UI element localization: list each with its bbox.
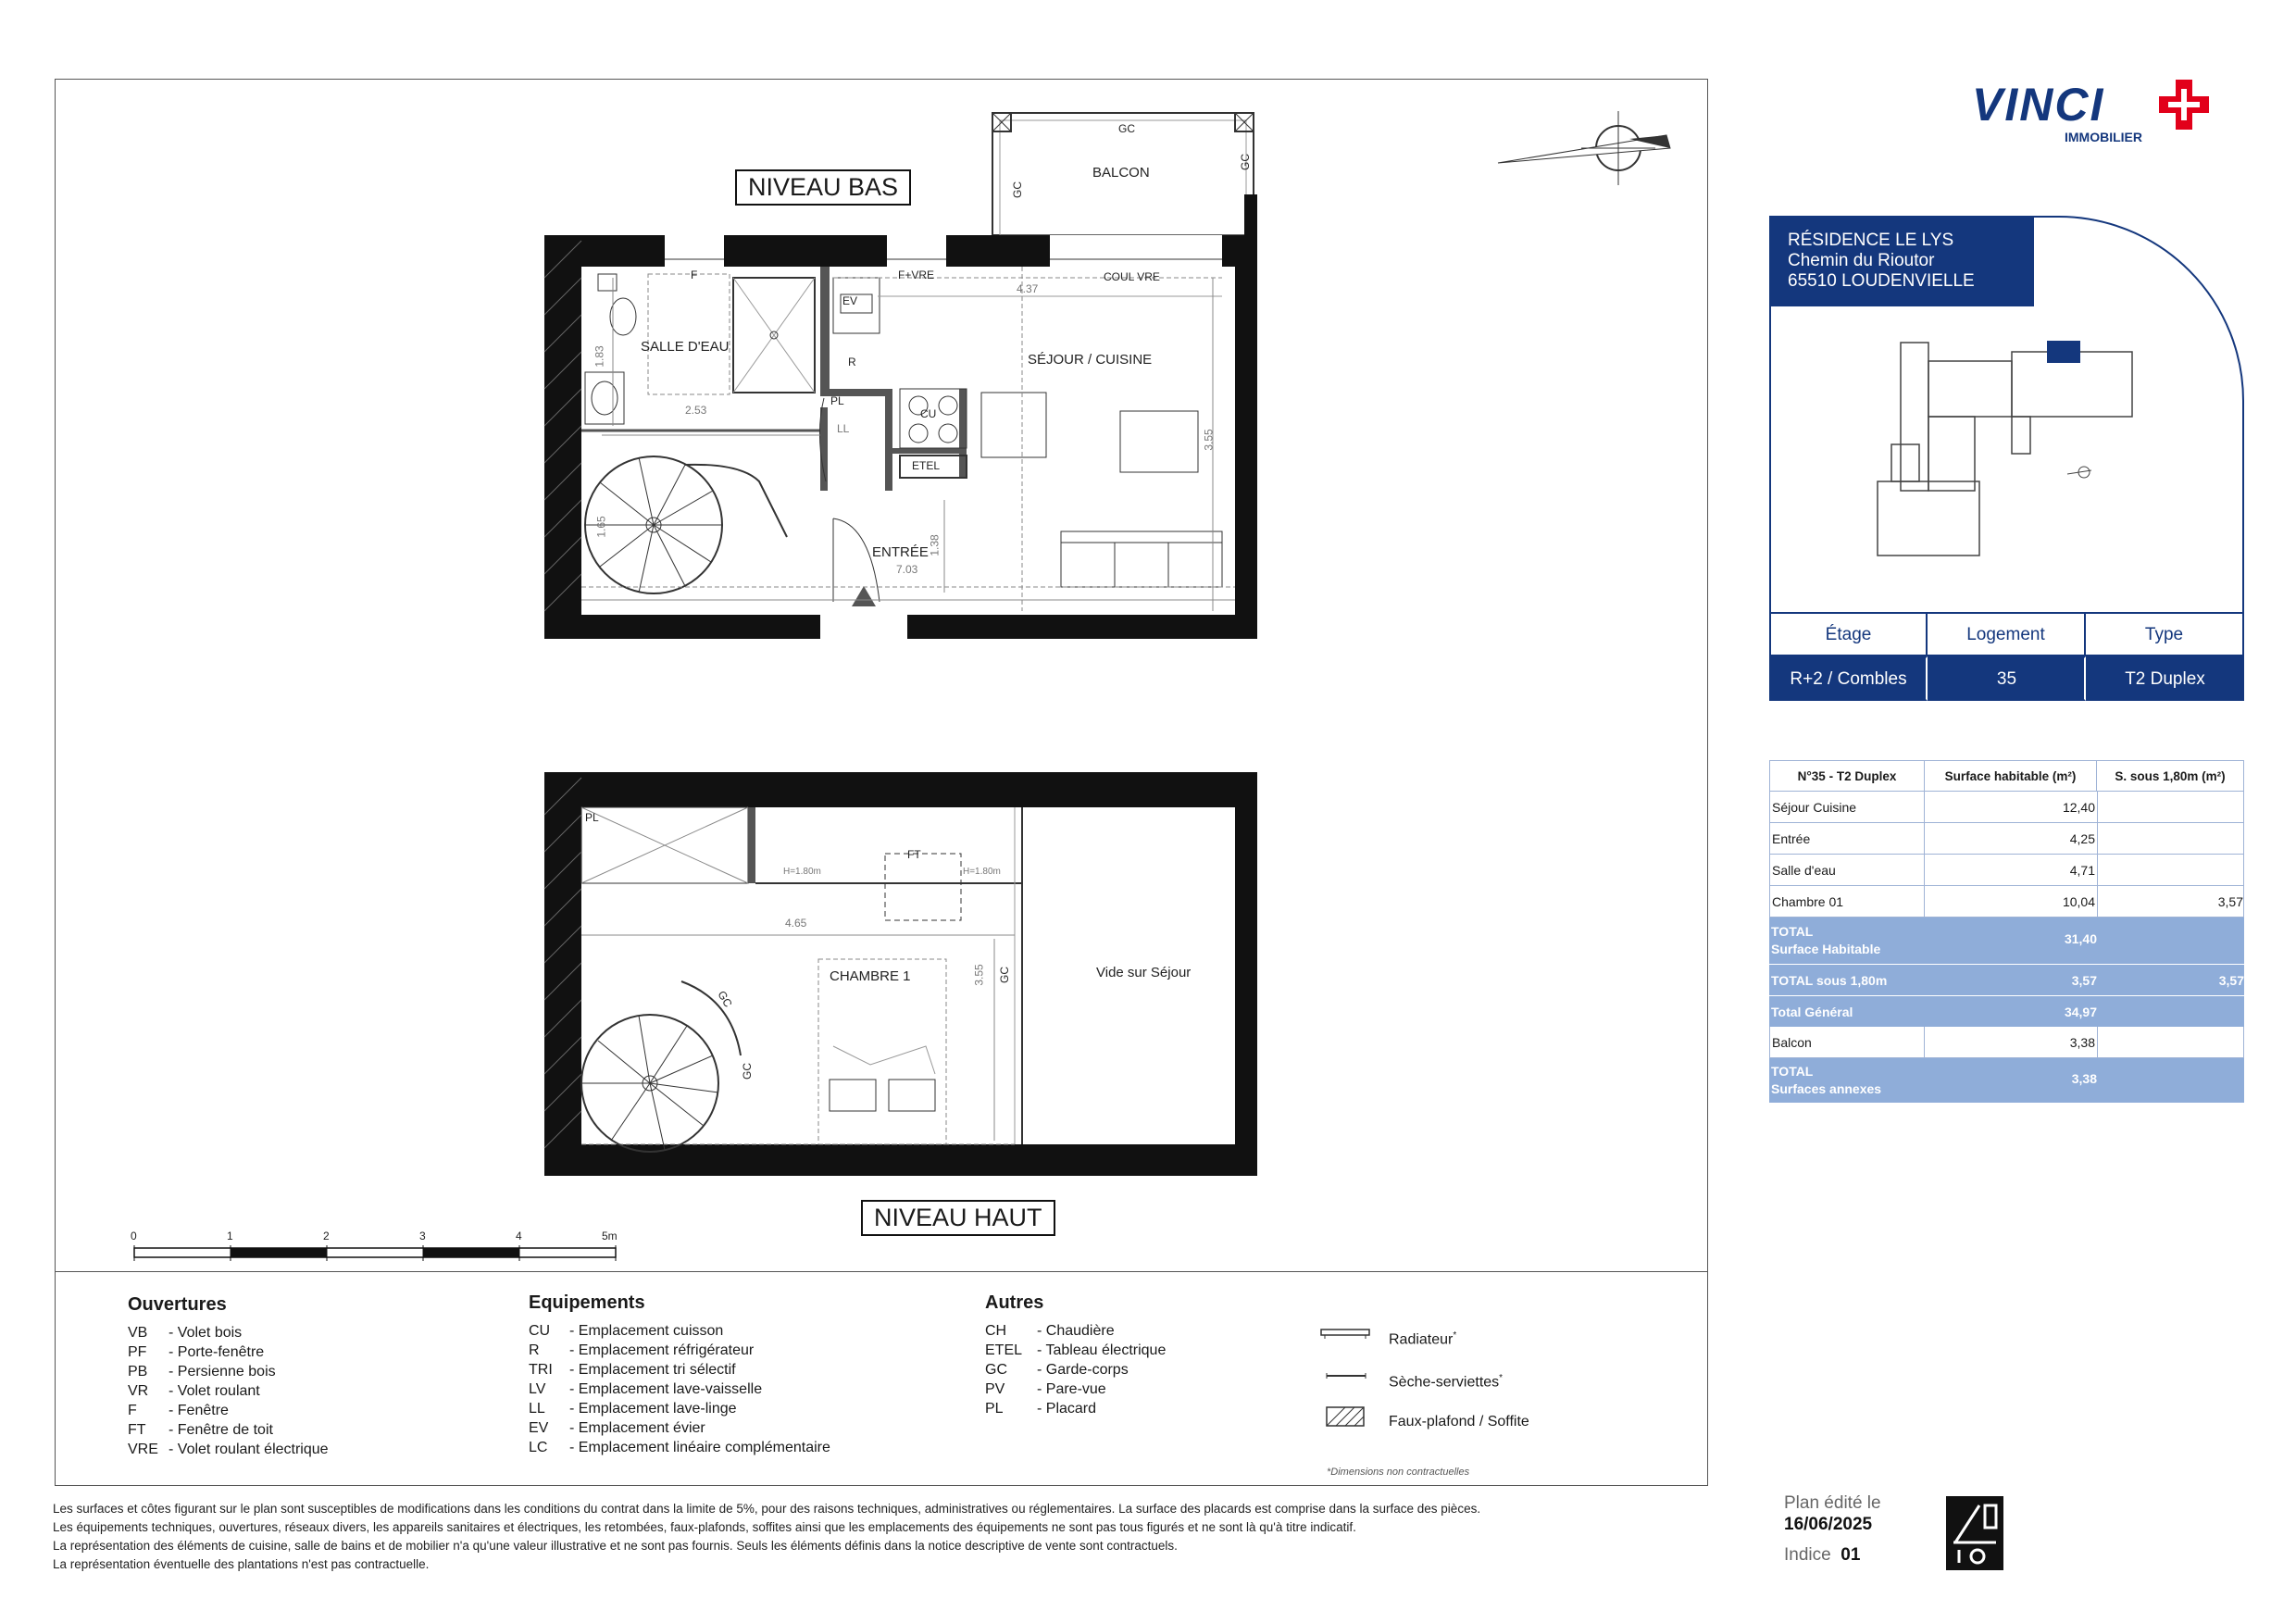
window-label: COUL VRE [1104,270,1160,283]
legend-item: R - Emplacement réfrigérateur [529,1342,755,1358]
indice-label: Indice [1784,1545,1831,1565]
window-label: F+VRE [898,268,935,281]
surfaces-row-label: Salle d'eau [1769,855,1925,886]
dimension-label: 3.55 [972,964,986,986]
room-label-vide: Vide sur Séjour [1096,965,1192,980]
room-label-balcon: BALCON [1092,165,1150,181]
surfaces-row-label: Séjour Cuisine [1769,792,1925,823]
scale-tick-0: 0 [131,1230,137,1242]
disclaimer-line: Les équipements techniques, ouvertures, réseaux divers, les appareils sanitaires et électriques, les retombées, faux-plafonds, soffites ainsi que les emplacements des équipements ne sont pas tous figurés et ne sont là qu'à titre indicatif. [53,1520,1356,1534]
legend-equipements [529,1292,830,1457]
dimension-label: 4.65 [785,917,807,930]
vinci-cross-icon [2157,76,2213,141]
surfaces-table [1769,760,2244,1103]
scale-tick-2: 2 [323,1230,330,1242]
height-label: H=1.80m [963,867,1001,877]
surfaces-header: Surface habitable (m²) [1925,760,2097,792]
hatch-icon [1327,1407,1364,1426]
disclaimer [53,1500,1701,1574]
surfaces-row-value [2097,855,2244,886]
legend-note: *Dimensions non contractuelles [1327,1467,1470,1478]
scale-bar [134,1245,616,1261]
residence-city: 65510 LOUDENVIELLE [1788,271,1975,291]
radiator-icon [1321,1330,1369,1339]
height-label: H=1.80m [783,867,821,877]
surfaces-total-label: TOTAL Surface Habitable [1771,924,1881,956]
legend-item: LV - Emplacement lave-vaisselle [529,1381,763,1397]
equip-label-ev: EV [842,294,858,307]
legend-title: Ouvertures [128,1294,227,1315]
legend-item: PF - Porte-fenêtre [128,1344,265,1360]
surfaces-row-value: 4,71 [1925,855,2097,886]
legend-item: LC - Emplacement linéaire complémentaire [529,1440,830,1455]
dimension-label: 4.37 [1017,282,1039,295]
room-label-salle-deau: SALLE D'EAU [641,339,730,355]
legend-radiateur: Radiateur* [1389,1330,1457,1348]
legend-item: CU - Emplacement cuisson [529,1323,724,1339]
equip-label-cu: CU [920,407,937,420]
legend-item: CH - Chaudière [985,1323,1115,1339]
surfaces-total-annexes [1769,1058,2244,1103]
surfaces-total-habitable [1769,918,2244,964]
equip-label-r: R [848,356,856,368]
equip-label-pl: PL [830,394,844,407]
legend-item: GC - Garde-corps [985,1362,1129,1378]
architect-logo-icon [1946,1496,2003,1570]
legend-item: LL - Emplacement lave-linge [529,1401,737,1417]
surfaces-total-value: 31,40 [2064,931,2097,946]
edit-label: Plan édité le [1784,1493,1881,1513]
legend-item: PV - Pare-vue [985,1381,1106,1397]
residence-box [1769,216,2034,306]
gc-label: GC [1239,154,1252,170]
legend-autres [985,1292,1166,1418]
legend-seche-serviettes: Sèche-serviettes* [1389,1373,1504,1391]
dimension-label: 1.38 [928,534,942,556]
legend-item: TRI - Emplacement tri sélectif [529,1362,736,1378]
info-table [1769,612,2244,701]
legend-item: PB - Persienne bois [128,1364,276,1380]
equip-label-etel: ETEL [912,459,941,472]
legend-title: Autres [985,1292,1044,1313]
legend-ouvertures [128,1294,329,1459]
equip-label-ll: LL [837,422,850,435]
niveau-bas-label: NIVEAU BAS [735,169,911,206]
legend-item: F - Fenêtre [128,1403,229,1418]
disclaimer-line: Les surfaces et côtes figurant sur le plan sont susceptibles de modifications dans les conditions du contrat dans la limite de 5%, pour des raisons techniques, administratives ou réglementaires. La surface des placards est comprise dans la surface des pièces. [53,1502,1481,1516]
gc-label: GC [998,967,1011,983]
info-etage: R+2 / Combles [1769,656,1928,701]
residence-name: RÉSIDENCE LE LYS [1788,231,1954,250]
legend-item: VB - Volet bois [128,1325,243,1341]
disclaimer-line: La représentation éventuelle des plantations n'est pas contractuelle. [53,1557,430,1571]
legend-item: ETEL - Tableau électrique [985,1342,1167,1358]
surfaces-row-label: Entrée [1769,823,1925,855]
surfaces-header: S. sous 1,80m (m²) [2097,760,2244,792]
site-plan-thumbnail [1873,333,2151,565]
niveau-haut-label: NIVEAU HAUT [861,1200,1055,1236]
info-header-type: Type [2086,612,2244,656]
surfaces-total-general: Total Général 34,97 [1769,995,2244,1027]
surfaces-row-value: 12,40 [1925,792,2097,823]
surfaces-row-value: 3,38 [1925,1027,2097,1058]
dimension-label: 1.65 [594,516,608,538]
equip-label-pl: PL [585,811,599,824]
surfaces-row-empty [2097,1027,2244,1058]
scale-tick-5: 5m [602,1230,618,1242]
scale-tick-4: 4 [516,1230,522,1242]
surfaces-header: N°35 - T2 Duplex [1769,760,1925,792]
residence-street: Chemin du Rioutor [1788,251,1935,270]
surfaces-row-value: 4,25 [1925,823,2097,855]
gc-label: GC [1118,122,1135,135]
info-type: T2 Duplex [2086,656,2244,701]
legend-item: EV - Emplacement évier [529,1420,705,1436]
indice-value: 01 [1841,1545,1861,1565]
brand-name: VINCI [1972,79,2105,131]
dimension-label: 7.03 [896,563,918,576]
dimension-label: 2.53 [685,404,707,417]
gc-label: GC [741,1063,754,1080]
scale-tick-3: 3 [419,1230,426,1242]
edit-date: 16/06/2025 [1784,1515,1873,1534]
brand-sub: IMMOBILIER [2065,130,2142,144]
legend-item: PL - Placard [985,1401,1097,1417]
legend-title: Equipements [529,1292,645,1313]
legend-item: FT - Fenêtre de toit [128,1422,273,1438]
surfaces-row-label: Balcon [1769,1027,1925,1058]
room-label-sejour-cuisine: SÉJOUR / CUISINE [1028,352,1153,368]
legend-item: VR - Volet roulant [128,1383,260,1399]
window-label-ft: FT [907,848,921,861]
surfaces-row-value [2097,823,2244,855]
room-label-entree: ENTRÉE [872,544,929,560]
info-header-etage: Étage [1769,612,1928,656]
edit-info [1784,1492,1881,1566]
scale-tick-1: 1 [227,1230,233,1242]
legend-symbols [1319,1322,1375,1442]
dimension-label: 3.55 [1202,429,1216,451]
info-header-logement: Logement [1928,612,2086,656]
disclaimer-line: La représentation des éléments de cuisine, salle de bains et de mobilier n'a qu'une valeur illustrative et ne sont pas fournis. Seuls les éléments définis dans la notice descriptive de vente sont contractuels. [53,1539,1178,1553]
window-label: F [691,268,698,281]
legend-item: VRE - Volet roulant électrique [128,1442,329,1457]
surfaces-total-sous: TOTAL sous 1,80m 3,57 3,57 [1769,964,2244,995]
surfaces-row-value: 10,04 [1925,886,2097,918]
vinci-logo [1972,74,2231,148]
gc-label: GC [1011,181,1024,198]
legend-faux-plafond: Faux-plafond / Soffite [1389,1414,1529,1429]
surfaces-row-value [2097,792,2244,823]
surfaces-row-value: 3,57 [2097,886,2244,918]
north-arrow-icon [1498,111,1670,185]
room-label-chambre: CHAMBRE 1 [830,968,911,984]
surfaces-total-label: TOTAL Surfaces annexes [1771,1064,1882,1096]
info-logement: 35 [1928,656,2086,701]
towel-dryer-icon [1327,1373,1366,1379]
surfaces-total-value: 3,38 [2071,1071,2097,1086]
surfaces-row-label: Chambre 01 [1769,886,1925,918]
gc-label: GC [715,988,735,1010]
dimension-label: 1.83 [593,345,606,368]
